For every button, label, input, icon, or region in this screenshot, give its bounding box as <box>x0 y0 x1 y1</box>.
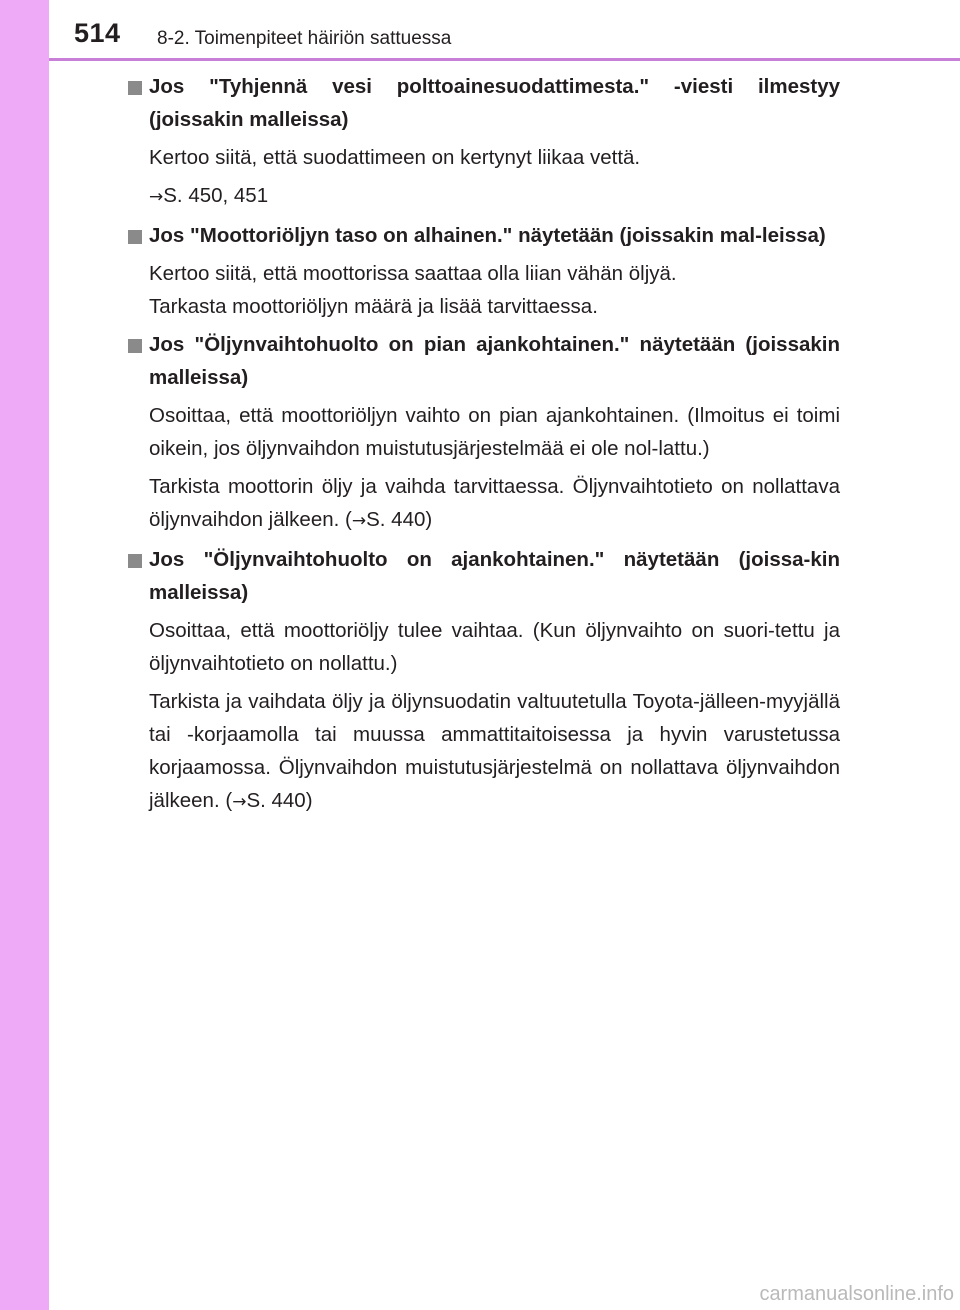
chapter-side-band <box>0 0 49 1310</box>
item-paragraph: Kertoo siitä, että suodattimeen on kertynyt liikaa vettä. <box>149 146 641 169</box>
reference-arrow-icon: → <box>232 792 247 812</box>
item-heading-text: Jos "Öljynvaihtohuolto on ajankohtainen." näytetään (joissa-kin malleissa) <box>149 548 840 604</box>
item-paragraph-text: Tarkista ja vaihdata öljy ja öljynsuodatin valtuutetulla Toyota-jälleen-myyjällä tai -korjaamolla tai muussa ammattitaitoisessa ja hyvin varustetussa korjaamossa. Öljynvaihdon muistutusjärjestelmä on nollattava öljynvaihdon jälkeen. ( <box>149 690 840 812</box>
item-paragraph-line: Tarkasta moottoriöljyn määrä ja lisää tarvittaessa. <box>149 295 598 318</box>
header-divider <box>49 58 960 61</box>
item-heading <box>123 543 840 609</box>
item-water-in-fuel-filter <box>123 70 840 214</box>
item-low-engine-oil <box>123 219 840 323</box>
item-paragraph-text: Tarkista moottorin öljy ja vaihda tarvittaessa. Öljynvaihtotieto on nollattava öljynvaihdon jälkeen. ( <box>149 475 840 531</box>
square-bullet-icon <box>128 230 142 244</box>
reference-text: S. 450, 451 <box>163 184 269 207</box>
item-heading <box>123 328 840 394</box>
item-paragraph <box>123 257 840 323</box>
item-paragraph <box>123 685 840 819</box>
reference-arrow-icon: → <box>351 511 367 531</box>
page-reference[interactable] <box>123 179 840 214</box>
page-content <box>123 70 840 824</box>
item-heading-text: Jos "Moottoriöljyn taso on alhainen." näytetään (joissakin mal-leissa) <box>149 224 826 247</box>
square-bullet-icon <box>128 339 142 353</box>
item-heading <box>123 70 840 136</box>
item-heading-text: Jos "Tyhjennä vesi polttoainesuodattimesta." -viesti ilmestyy (joissakin malleissa) <box>149 75 840 131</box>
page-reference[interactable]: S. 440) <box>366 508 433 531</box>
square-bullet-icon <box>128 554 142 568</box>
item-heading-text: Jos "Öljynvaihtohuolto on pian ajankohtainen." näytetään (joissakin malleissa) <box>149 333 840 389</box>
reference-arrow-icon: → <box>149 187 164 207</box>
page-number: 514 <box>74 18 121 48</box>
page-reference[interactable]: S. 440) <box>246 789 313 812</box>
item-oil-maintenance-soon <box>123 328 840 538</box>
item-oil-maintenance-due <box>123 543 840 819</box>
item-paragraph: Osoittaa, että moottoriöljyn vaihto on pian ajankohtainen. (Ilmoitus ei toimi oikein, jos öljynvaihdon muistutusjärjestelmää ei ole nol-lattu.) <box>149 404 840 460</box>
section-title: 8-2. Toimenpiteet häiriön sattuessa <box>157 28 452 49</box>
site-watermark: carmanualsonline.info <box>759 1283 954 1305</box>
item-paragraph-line: Kertoo siitä, että moottorissa saattaa olla liian vähän öljyä. <box>149 262 677 285</box>
item-heading <box>123 219 840 252</box>
item-paragraph <box>123 470 840 538</box>
item-paragraph: Osoittaa, että moottoriöljy tulee vaihtaa. (Kun öljynvaihto on suori-tettu ja öljynvaihtotieto on nollattu.) <box>149 619 840 675</box>
square-bullet-icon <box>128 81 142 95</box>
